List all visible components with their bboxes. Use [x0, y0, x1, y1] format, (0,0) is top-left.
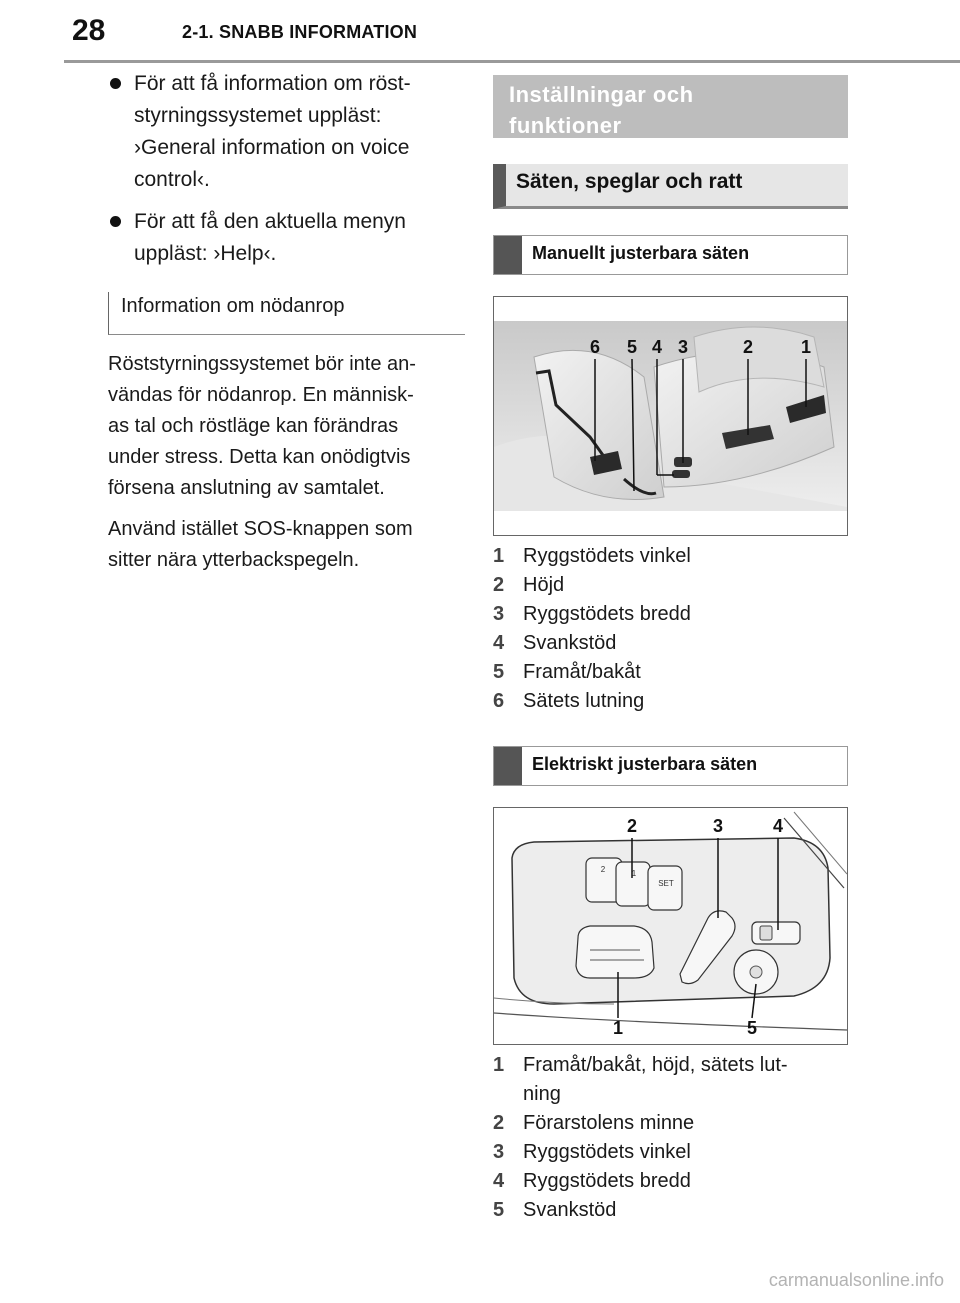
- paragraph: Röststyrningssystemet bör inte an- vändas för nödanrop. En människ- as tal och röstläge kan förändras under stress. Detta kan onödigtvis försena anslutning av samtalet.: [108, 353, 416, 499]
- callout-3: 3: [712, 816, 724, 836]
- bullet-item: För att få den aktuella menyn uppläst: ›Help‹.: [108, 206, 468, 270]
- list-item: 1 Framåt/bakåt, höjd, sätets lut- ning: [493, 1054, 788, 1105]
- callout-4: 4: [772, 816, 784, 836]
- list-item: 5 Framåt/bakåt: [493, 661, 641, 683]
- list-item: 2 Förarstolens minne: [493, 1112, 695, 1134]
- list-item: 2 Höjd: [493, 574, 565, 596]
- running-head: 2-1. SNABB INFORMATION: [182, 22, 418, 42]
- list-item: 3 Ryggstödets vinkel: [493, 1141, 691, 1163]
- set-button-label: SET: [658, 879, 674, 888]
- callout-2: 2: [626, 816, 638, 836]
- manual-seats-heading: Manuellt justerbara säten: [493, 235, 848, 275]
- watermark: carmanualsonline.info: [768, 1270, 944, 1290]
- paragraph: Använd istället SOS-knappen som sitter nära ytterbackspegeln.: [108, 518, 413, 571]
- list-item: 1 Ryggstödets vinkel: [493, 545, 691, 567]
- main-heading: Inställningar och funktioner: [493, 75, 848, 138]
- right-column: [493, 75, 848, 1225]
- callout-4: 4: [651, 337, 663, 357]
- section-heading: Säten, speglar och ratt: [493, 164, 848, 209]
- list-item: 6 Sätets lutning: [493, 690, 645, 712]
- manual-seat-illustration: [494, 297, 847, 533]
- manual-legend: [493, 542, 848, 716]
- callout-5: 5: [746, 1018, 758, 1038]
- header-rule: [64, 60, 960, 63]
- bullet-item: För att få information om röst- styrningssystemet uppläst: ›General information on voice control‹.: [108, 68, 468, 196]
- electric-seat-illustration: [494, 808, 847, 1042]
- memory-button-1-label: 1: [631, 869, 637, 878]
- callout-1: 1: [612, 1018, 624, 1038]
- callout-3: 3: [677, 337, 689, 357]
- electric-seats-heading: Elektriskt justerbara säten: [493, 746, 848, 786]
- list-item: 3 Ryggstödets bredd: [493, 603, 691, 625]
- list-item: 4 Ryggstödets bredd: [493, 1170, 691, 1192]
- callout-5: 5: [626, 337, 638, 357]
- emergency-subheading: Information om nödanrop: [108, 292, 465, 335]
- callout-2: 2: [742, 337, 754, 357]
- callout-6: 6: [589, 337, 601, 357]
- list-item: 4 Svankstöd: [493, 632, 617, 654]
- left-column: [108, 68, 468, 576]
- memory-button-2-label: 2: [600, 865, 606, 874]
- manual-seat-figure: [493, 296, 848, 536]
- electric-legend: [493, 1051, 848, 1225]
- callout-1: 1: [800, 337, 812, 357]
- list-item: 5 Svankstöd: [493, 1199, 617, 1221]
- electric-seat-figure: [493, 807, 848, 1045]
- page-number: 28: [72, 14, 106, 47]
